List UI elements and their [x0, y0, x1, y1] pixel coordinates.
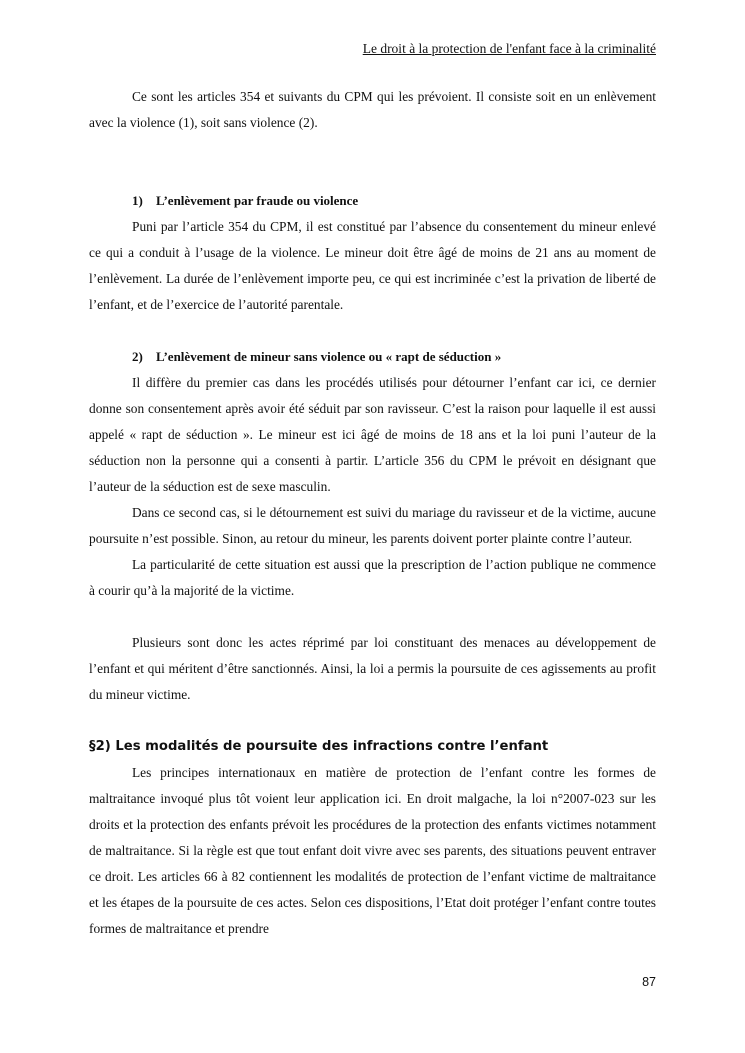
running-header-title: Le droit à la protection de l'enfant face à la criminalité: [362, 41, 656, 56]
page-body: [89, 84, 656, 942]
subsection-2-paragraph-2: Dans ce second cas, si le détournement est suivi du mariage du ravisseur et de la victime, aucune poursuite n’est possible. Sinon, au retour du mineur, les parents doivent porter plainte contre l’auteur.: [89, 505, 656, 546]
subsection-2-number: 2): [132, 349, 143, 364]
spacer: [89, 604, 656, 630]
subsection-2-title: L’enlèvement de mineur sans violence ou « rapt de séduction »: [156, 349, 502, 364]
conclusion-paragraph: Plusieurs sont donc les actes réprimé par loi constituant des menaces au développement de l’enfant et qui méritent d’être sanctionnés. Ainsi, la loi a permis la poursuite de ces agissements au profit du mineur victime.: [89, 635, 656, 702]
section-2-paragraph: Les principes internationaux en matière de protection de l’enfant contre les formes de maltraitance invoqué plus tôt voient leur application ici. En droit malgache, la loi n°2007-023 sur les droits et la protection des enfants prévoit les procédures de la protection des enfants victimes notamment de maltraitance. Si la règle est que tout enfant doit vivre avec ses parents, des situations peuvent entraver ce droit. Les articles 66 à 82 contiennent les modalités de protection de l’enfant victime de maltraitance et les étapes de la poursuite de ces actes. Selon ces dispositions, l’Etat doit protéger l’enfant contre toutes formes de maltraitance et prendre: [89, 765, 656, 936]
spacer: [89, 136, 656, 188]
intro-paragraph: Ce sont les articles 354 et suivants du CPM qui les prévoient. Il consiste soit en un enlèvement avec la violence (1), soit sans violence (2).: [89, 89, 656, 130]
page-number: 87: [642, 975, 656, 989]
section-2-heading: §2) Les modalités de poursuite des infractions contre l’enfant: [89, 739, 549, 754]
spacer: [89, 708, 656, 734]
subsection-1-paragraph: Puni par l’article 354 du CPM, il est constitué par l’absence du consentement du mineur enlevé ce qui a conduit à l’usage de la violence. Le mineur doit être âgé de moins de 21 ans au moment de l’enlèvement. La durée de l’enlèvement importe peu, ce qui est incriminée c’est la privation de liberté de l’enfant, et de l’exercice de l’autorité parentale.: [89, 219, 656, 312]
subsection-1-heading: [89, 188, 656, 214]
subsection-2-paragraph-1: Il diffère du premier cas dans les procédés utilisés pour détourner l’enfant car ici, ce dernier donne son consentement après avoir été séduit par son ravisseur. C’est la raison pour laquelle il est aussi appelé « rapt de séduction ». Le mineur est ici âgé de moins de 18 ans et la loi puni l’auteur de la séduction non la personne qui a consenti à partir. L’article 356 du CPM le prévoit en désignant que l’auteur de la séduction est de sexe masculin.: [89, 375, 656, 494]
subsection-2-paragraph-3: La particularité de cette situation est aussi que la prescription de l’action publique ne commence à courir qu’à la majorité de la victime.: [89, 557, 656, 598]
subsection-1-number: 1): [132, 193, 143, 208]
subsection-2-heading: [89, 344, 656, 370]
spacer: [89, 318, 656, 344]
subsection-1-title: L’enlèvement par fraude ou violence: [156, 193, 359, 208]
